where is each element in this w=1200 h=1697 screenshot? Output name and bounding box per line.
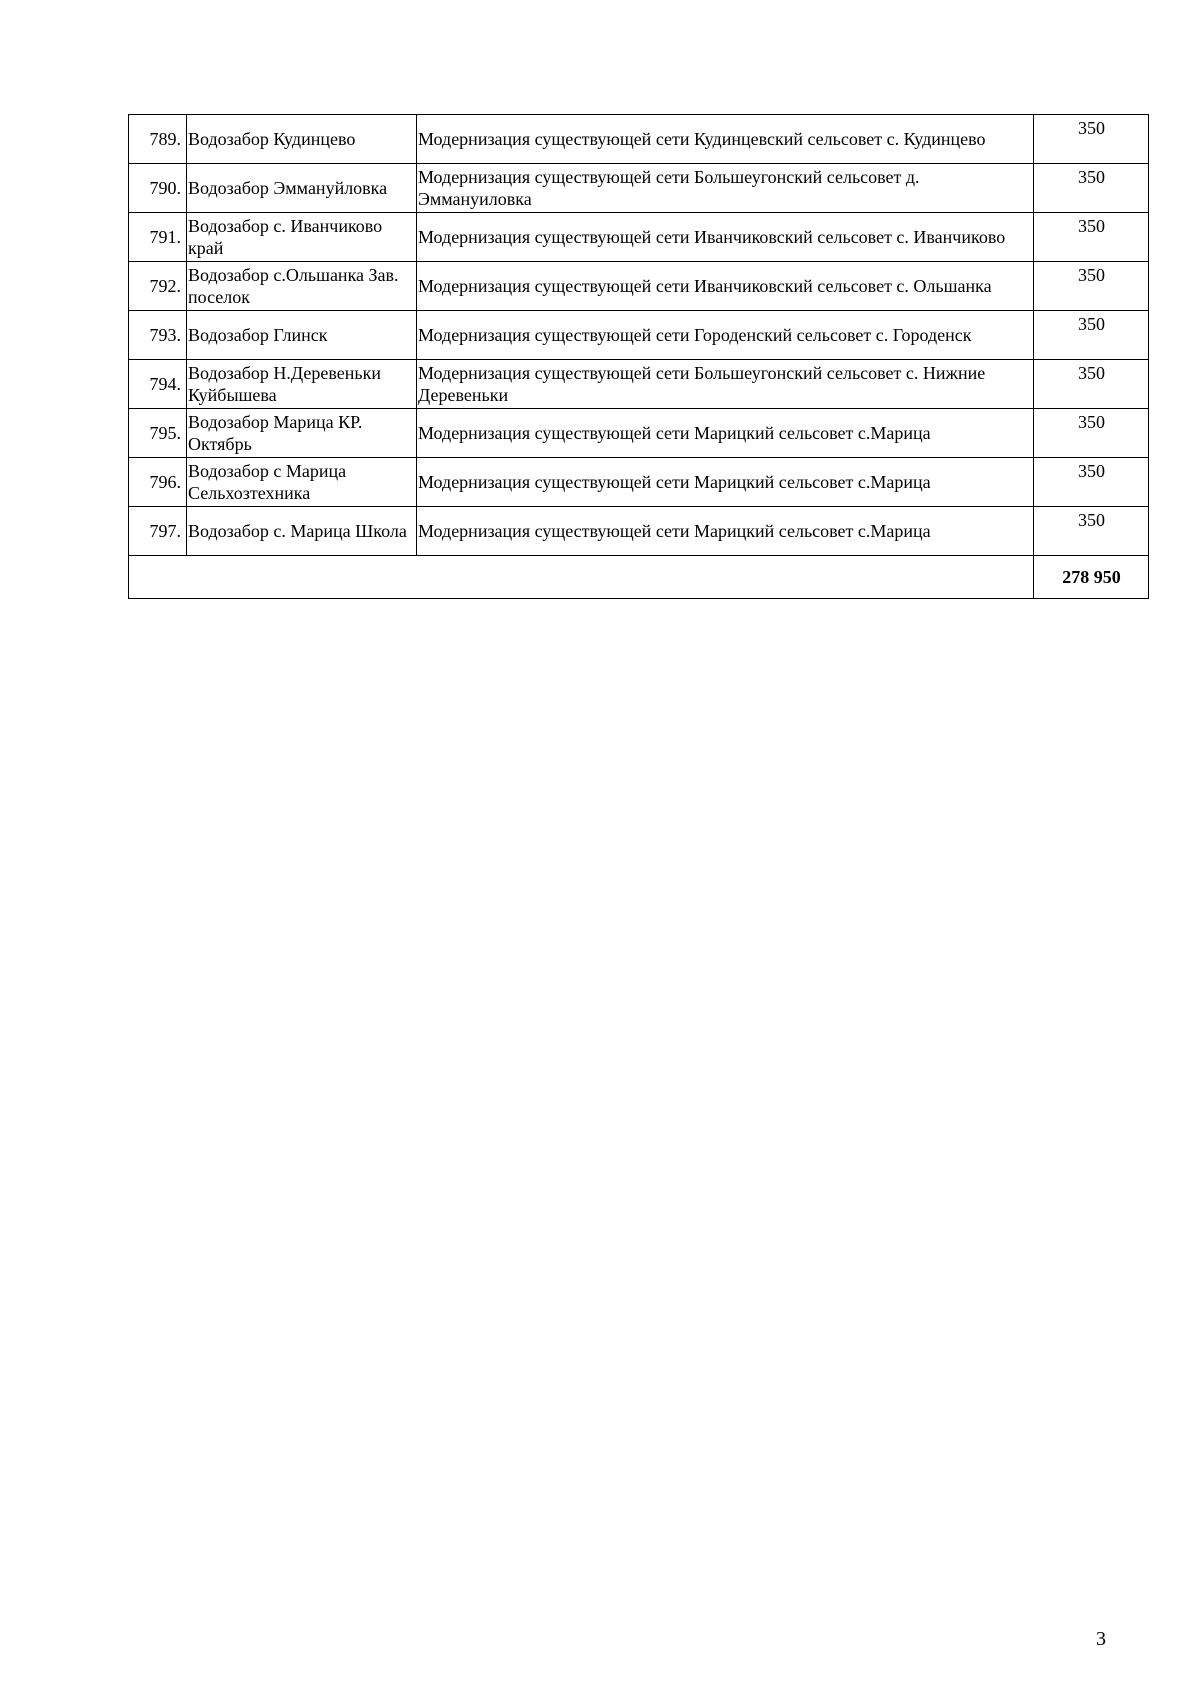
row-number: 796.	[129, 458, 187, 507]
row-value: 350	[1034, 164, 1149, 213]
table-row	[129, 507, 1149, 556]
row-number: 794.	[129, 360, 187, 409]
row-value: 350	[1034, 507, 1149, 556]
table-row	[129, 360, 1149, 409]
row-name: Водозабор Марица КР. Октябрь	[187, 409, 417, 458]
row-value: 350	[1034, 311, 1149, 360]
row-name: Водозабор Глинск	[187, 311, 417, 360]
row-number: 792.	[129, 262, 187, 311]
row-description: Модернизация существующей сети Городенский сельсовет с. Городенск	[417, 311, 1034, 360]
data-table	[128, 114, 1149, 599]
row-value: 350	[1034, 213, 1149, 262]
row-number: 791.	[129, 213, 187, 262]
row-name: Водозабор Эммануйловка	[187, 164, 417, 213]
row-number: 790.	[129, 164, 187, 213]
total-value: 278 950	[1034, 556, 1149, 599]
table-row	[129, 311, 1149, 360]
row-description: Модернизация существующей сети Кудинцевский сельсовет с. Кудинцево	[417, 115, 1034, 164]
row-name: Водозабор с. Марица Школа	[187, 507, 417, 556]
row-description: Модернизация существующей сети Большеугонский сельсовет д. Эммануиловка	[417, 164, 1034, 213]
row-name: Водозабор с. Иванчиково край	[187, 213, 417, 262]
table-row	[129, 458, 1149, 507]
row-value: 350	[1034, 262, 1149, 311]
table-row	[129, 164, 1149, 213]
row-number: 793.	[129, 311, 187, 360]
row-value: 350	[1034, 458, 1149, 507]
row-value: 350	[1034, 115, 1149, 164]
row-description: Модернизация существующей сети Марицкий сельсовет с.Марица	[417, 458, 1034, 507]
row-value: 350	[1034, 360, 1149, 409]
row-number: 789.	[129, 115, 187, 164]
table-row	[129, 262, 1149, 311]
row-value: 350	[1034, 409, 1149, 458]
row-description: Модернизация существующей сети Иванчиковский сельсовет с. Ольшанка	[417, 262, 1034, 311]
row-description: Модернизация существующей сети Большеугонский сельсовет с. Нижние Деревеньки	[417, 360, 1034, 409]
row-number: 795.	[129, 409, 187, 458]
table-body	[129, 115, 1149, 599]
table-row	[129, 115, 1149, 164]
table-row	[129, 213, 1149, 262]
row-name: Водозабор Н.Деревеньки Куйбышева	[187, 360, 417, 409]
row-description: Модернизация существующей сети Марицкий сельсовет с.Марица	[417, 409, 1034, 458]
row-description: Модернизация существующей сети Иванчиковский сельсовет с. Иванчиково	[417, 213, 1034, 262]
page-number: 3	[1096, 1628, 1106, 1650]
row-number: 797.	[129, 507, 187, 556]
total-row	[129, 556, 1149, 599]
row-name: Водозабор Кудинцево	[187, 115, 417, 164]
row-name: Водозабор с Марица Сельхозтехника	[187, 458, 417, 507]
total-label-cell	[129, 556, 1034, 599]
table-row	[129, 409, 1149, 458]
row-description: Модернизация существующей сети Марицкий сельсовет с.Марица	[417, 507, 1034, 556]
row-name: Водозабор с.Ольшанка Зав. поселок	[187, 262, 417, 311]
